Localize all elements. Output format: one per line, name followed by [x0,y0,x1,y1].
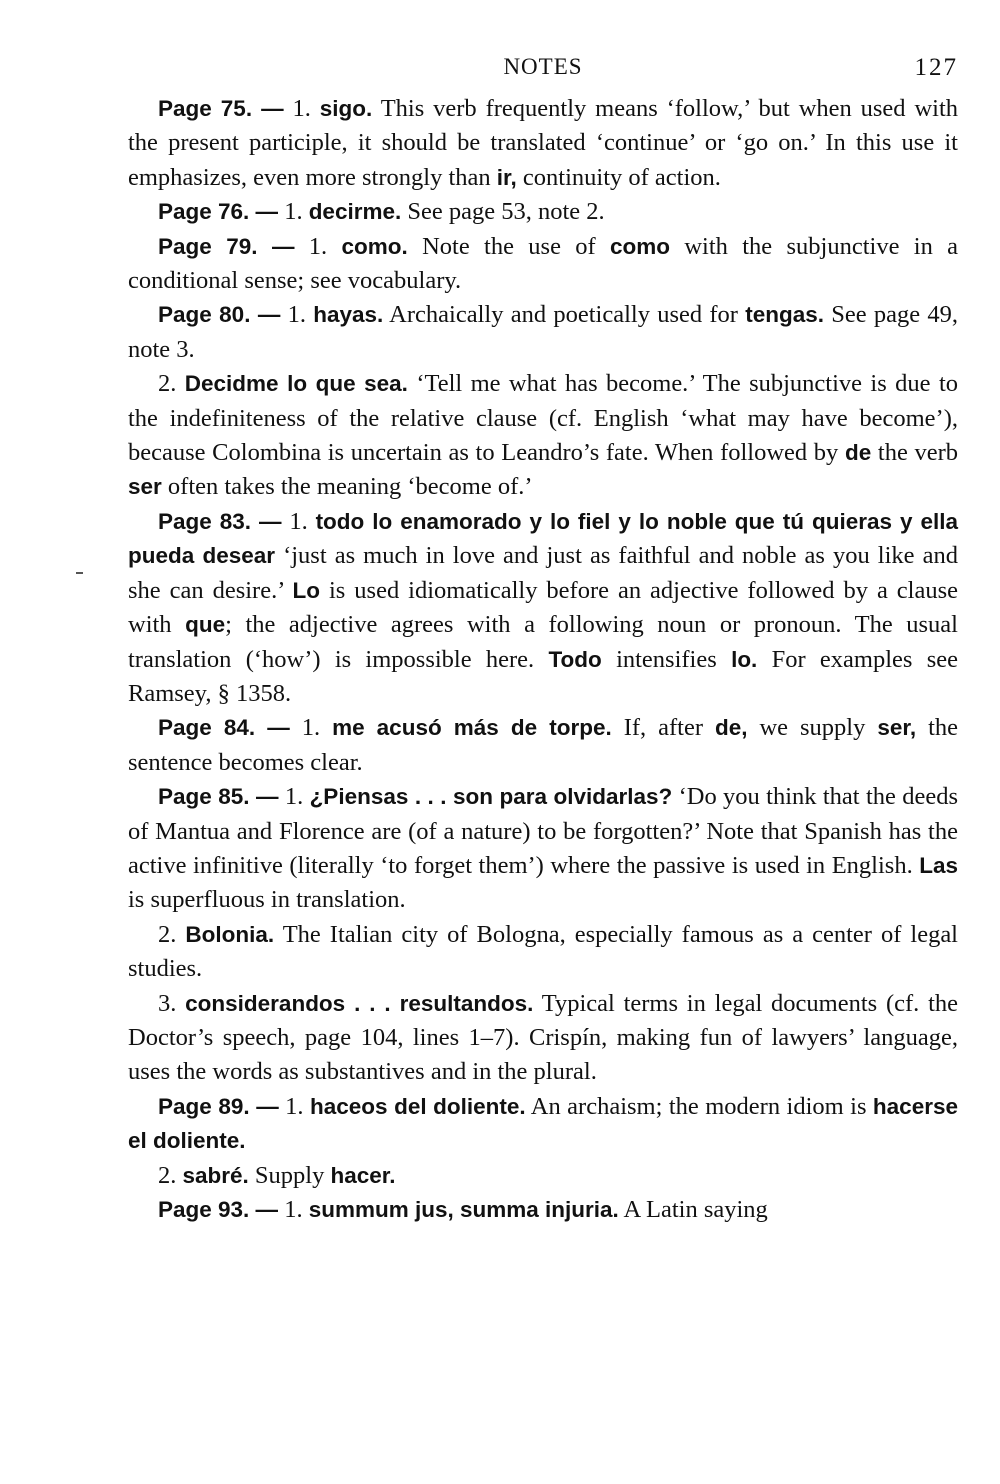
bold-term: Page 84. — [158,715,290,741]
note-text: This verb frequently means ‘follow,’ but when used with the present participle, it should be translated ‘continue’ or ‘go on.’ In this use it emphasizes, even more strongly than [128,95,959,191]
bold-term: de, [714,715,748,741]
bold-term: lo. [731,646,758,672]
note-text: 1. [278,198,309,226]
margin-mark [76,572,83,574]
bold-term: decirme. [308,199,402,225]
note-text: with the subjunctive in a conditional sense; see vocabulary. [128,232,959,295]
bold-term: Bolonia. [185,921,275,947]
page-number: 127 [914,54,958,81]
note-text: 1. [278,1092,310,1120]
bold-term: Page 85. — [158,784,279,810]
note-text: Supply [248,1161,331,1189]
note-paragraph [128,230,958,299]
bold-term: Decidme lo que sea. [184,371,408,397]
note-text: intensifies [601,645,732,673]
note-text: Note the use of [407,232,611,260]
page-header [128,40,958,92]
note-text: 1. [278,1196,309,1223]
note-text: 1. [280,301,314,329]
note-text: For examples see Ramsey, § 1358. [128,645,958,707]
note-text: often takes the meaning ‘become of.’ [161,473,533,501]
note-text: ‘just as much in love and just as faithful and noble as you like and she can desire.’ [128,542,958,604]
note-text: ‘Tell me what has become.’ The subjunctive is due to the indefiniteness of the relative clause (cf. English ‘what may have become’), because Colombina is uncertain as to Leandro’s fate. When followed by [128,370,958,467]
bold-term: como [610,233,671,259]
note-text: the sentence becomes clear. [128,714,959,776]
note-text: 1. [281,507,316,535]
bold-term: haceos del doliente. [309,1093,526,1119]
bold-term: hayas. [313,302,384,328]
note-text: is superfluous in translation. [128,886,406,914]
bold-term: ¿Piensas . . . son para olvidarlas? [309,784,673,810]
bold-term: hacer. [330,1162,396,1188]
bold-term: Page 83. — [158,508,282,534]
note-paragraph [128,92,958,195]
note-paragraph [128,987,958,1090]
bold-term: Page 80. — [158,302,281,328]
bold-term: considerandos . . . resultandos. [185,990,534,1016]
note-text: 1. [283,95,320,122]
note-text: continuity of action. [516,163,721,191]
note-text: Archaically and poetically used for [383,301,746,329]
bold-term: Lo [292,577,321,603]
book-page [128,40,958,1227]
note-text: A Latin saying [618,1196,768,1223]
bold-term: Page 93. — [158,1197,279,1222]
note-text: 1. [289,714,333,742]
note-text: we supply [747,714,878,742]
note-text: 3. [158,989,186,1017]
bold-term: que [185,612,226,638]
note-paragraph [128,367,958,505]
note-text: 2. [158,1161,183,1189]
bold-term: Page 79. — [158,233,295,259]
bold-term: summum jus, summa injuria. [308,1197,619,1222]
note-text: the verb [871,439,958,467]
bold-term: me acusó más de torpe. [332,715,612,741]
note-paragraph [128,505,958,711]
note-text: An archaism; the modern idiom is [525,1092,873,1120]
note-paragraph [128,298,958,367]
note-text: 2. [158,920,186,948]
note-paragraph [128,918,958,987]
bold-term: tengas. [745,302,824,328]
bold-term: ser [128,474,162,500]
note-text: is used idiomatically before an adjective followed by a clause with [128,576,959,639]
bold-term: sabré. [182,1162,249,1188]
bold-term: Page 89. — [158,1093,279,1119]
bold-term: hacerse el doliente. [128,1093,958,1154]
bold-term: de [844,440,872,466]
note-text: 1. [278,783,310,811]
note-text: 2. [158,370,185,398]
bold-term: Todo [548,646,602,672]
note-text: 1. [294,232,342,260]
notes-body [128,92,958,1227]
note-text: ‘Do you think that the deeds of Mantua and Florence are (of a nature) to be forgotten?’ Note that Spanish has the active infinitive (literally ‘to forget them’) where the passive is used in English. [128,783,958,879]
note-text: Typical terms in legal documents (cf. the Doctor’s speech, page 104, lines 1–7). Crispín, making fun of lawyers’ language, uses the words as substantives and in the plural. [128,989,958,1086]
note-text: If, after [611,714,715,742]
note-paragraph [128,1159,958,1193]
bold-term: ir, [496,164,517,190]
note-text: See page 53, note 2. [401,198,605,226]
bold-term: como. [341,233,408,259]
bold-term: Las [919,852,958,878]
note-paragraph [128,1090,958,1159]
note-text: ; the adjective agrees with a following noun or pronoun. The usual translation (‘how’) is impossible here. [128,611,958,673]
bold-term: Page 76. — [158,199,279,225]
bold-term: todo lo enamorado y lo fiel y lo noble que tú quieras y ella pueda desear [128,508,958,569]
note-paragraph [128,1193,958,1227]
note-text: See page 49, note 3. [128,301,959,363]
bold-term: Page 75. — [158,96,284,121]
bold-term: sigo. [319,96,373,121]
running-head: NOTES [503,54,583,79]
note-paragraph [128,195,958,229]
note-paragraph [128,711,958,780]
note-paragraph [128,780,958,918]
note-text: The Italian city of Bologna, especially famous as a center of legal studies. [128,920,958,983]
bold-term: ser, [877,715,917,741]
